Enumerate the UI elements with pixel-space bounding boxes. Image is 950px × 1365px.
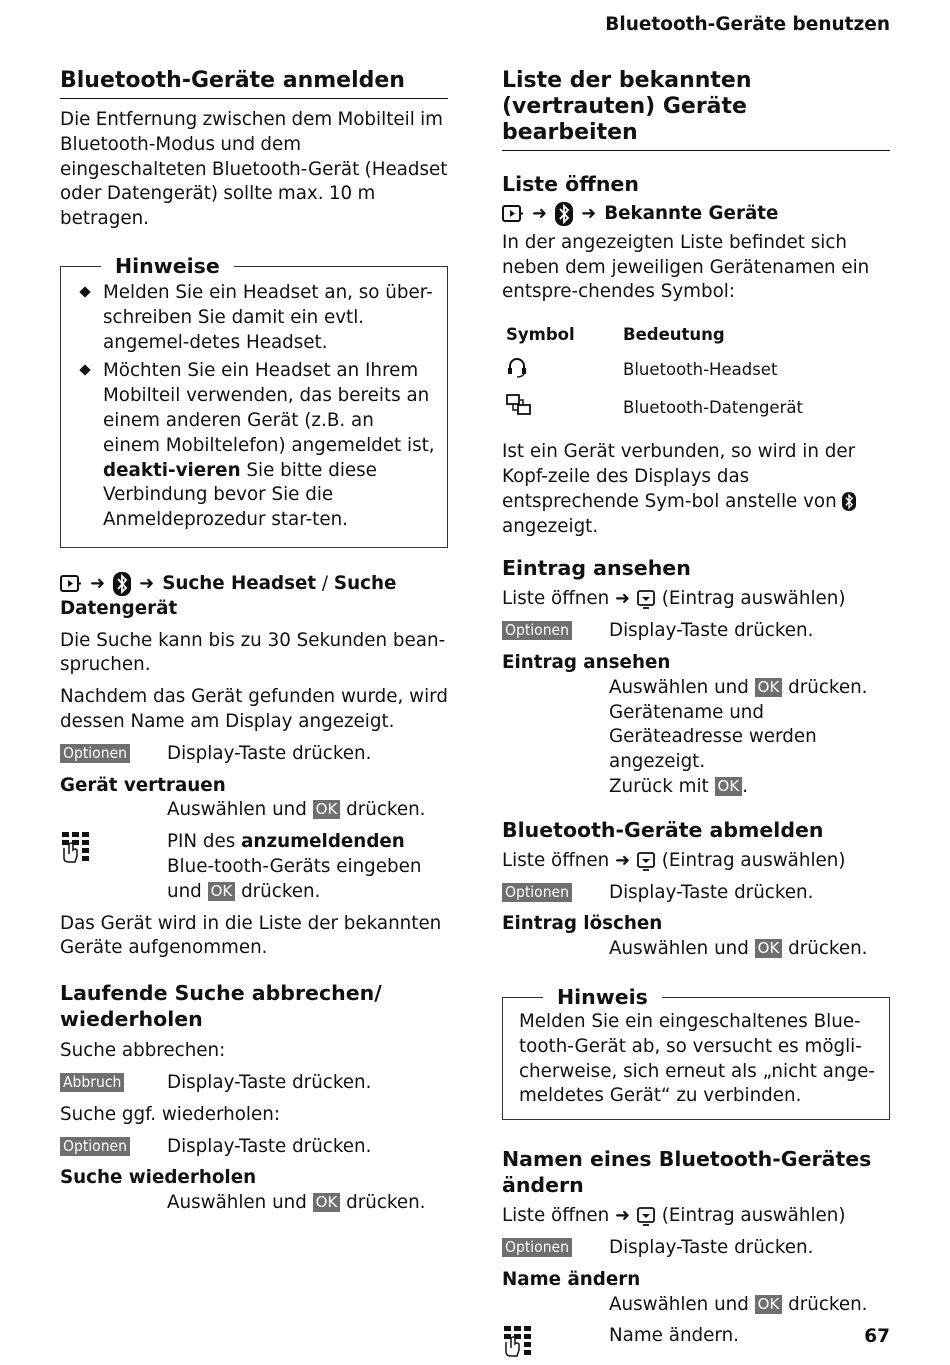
ok-key[interactable]: OK (313, 800, 341, 819)
section-title-register: Bluetooth-Geräte anmelden (60, 68, 448, 99)
menu-item-known-devices[interactable]: Bekannte Geräte (604, 203, 779, 224)
step-text (60, 798, 448, 823)
subsection-title-unregister: Bluetooth-Geräte abmelden (502, 817, 824, 842)
options-softkey[interactable]: Optionen (60, 1137, 130, 1156)
arrow-icon: ➜ (139, 572, 155, 594)
ok-key[interactable]: OK (715, 777, 743, 796)
menu-item-repeat-search[interactable]: Suche wiederholen (60, 1167, 257, 1189)
section-title-cancel: Laufende Suche abbrechen/ wiederholen (60, 981, 382, 1032)
menu-item-view-entry[interactable]: Eintrag ansehen (502, 651, 671, 673)
rename-row (502, 1324, 890, 1365)
hint-item-text: Möchten Sie ein Headset an Ihrem Mobilteil verwenden, das bereits an einem anderen Gerät (z.B. an einem Mobiltelefon) angemeldet ist, (103, 360, 435, 456)
running-title: Bluetooth-Geräte benutzen (605, 14, 890, 35)
section-title-known-devices: Liste der bekannten (vertrauten) Geräte bearbeiten (502, 68, 890, 151)
step-text: Display-Taste drücken. (167, 742, 372, 764)
search-duration-text: Die Suche kann bis zu 30 Sekunden bean-spruchen. (60, 629, 446, 676)
subsection-title-view-entry: Eintrag ansehen (502, 556, 691, 581)
hint-item (77, 359, 435, 533)
table-header: Symbol (506, 325, 575, 345)
subsection-title-open-list: Liste öffnen (502, 172, 639, 196)
abort-softkey[interactable]: Abbruch (60, 1073, 124, 1092)
step-row (502, 881, 890, 906)
step-row (502, 1236, 890, 1261)
hint-item (77, 281, 435, 355)
intro-paragraph: Die Entfernung zwischen dem Mobilteil im Bluetooth-Modus und dem eingeschalteten Bluetooth-Gerät (Headset oder Datengerät) sollte max. 10 m betragen. (60, 109, 448, 230)
subsection-title-rename: Namen eines Bluetooth-Gerätes ändern (502, 1147, 872, 1198)
ok-key[interactable]: OK (755, 678, 783, 697)
step-row (502, 619, 890, 644)
arrow-icon: ➜ (532, 203, 548, 224)
menu-item-data-device[interactable]: Datengerät (60, 597, 178, 619)
step-text: Auswählen und OK drücken. (609, 938, 868, 960)
ok-key[interactable]: OK (313, 1193, 341, 1212)
table-cell: Bluetooth-Headset (623, 359, 778, 379)
nav-key-icon (636, 1206, 656, 1226)
bluetooth-icon (555, 202, 573, 226)
step-text-part: Auswählen und (167, 799, 307, 821)
hint-list (77, 281, 435, 533)
options-softkey[interactable]: Optionen (502, 883, 572, 902)
hint-title: Hinweise (101, 253, 234, 279)
step-row (60, 1135, 448, 1160)
nav-path (502, 202, 890, 227)
menu-item-trust-device[interactable]: Gerät vertrauen (60, 774, 226, 796)
open-list-text: In der angezeigten Liste befindet sich neben dem jeweiligen Gerätenamen ein entspre-chendes Symbol: (502, 231, 870, 303)
step-text: Display-Taste drücken. (609, 1236, 814, 1258)
hint-title: Hinweis (543, 984, 662, 1010)
menu-item-search-headset[interactable]: Suche Headset (162, 572, 317, 594)
step-text: Auswählen und OK drücken. (609, 676, 868, 698)
step-text: Display-Taste drücken. (609, 881, 814, 903)
page-number: 67 (864, 1326, 890, 1347)
step-text: Display-Taste drücken. (167, 1071, 372, 1093)
keypad-icon (502, 1324, 536, 1358)
nav-key-icon (636, 851, 656, 871)
cancel-text: Suche abbrechen: (60, 1040, 226, 1062)
step-row (60, 1071, 448, 1096)
keypad-icon (60, 830, 94, 864)
list-open-step: Liste öffnen ➜ (Eintrag auswählen) (502, 849, 846, 871)
options-softkey[interactable]: Optionen (60, 744, 130, 763)
table-row (502, 388, 807, 426)
table-header: Bedeutung (623, 325, 725, 345)
step-text: Display-Taste drücken. (609, 620, 814, 642)
list-open-step: Liste öffnen ➜ (Eintrag auswählen) (502, 588, 846, 610)
connected-text: Ist ein Gerät verbunden, so wird in der Kopf-zeile des Displays das entsprechende Sym-bol anstelle von angezeigt. (502, 441, 856, 537)
found-text: Nachdem das Gerät gefunden wurde, wird dessen Name am Display angezeigt. (60, 686, 448, 732)
symbol-table (502, 319, 807, 426)
arrow-icon: ➜ (581, 203, 597, 224)
bluetooth-icon (113, 572, 131, 596)
ok-key[interactable]: OK (755, 1295, 783, 1314)
step-text: Display-Taste drücken. (167, 1135, 372, 1157)
step-text: Name ändern. (609, 1325, 739, 1347)
arrow-icon: ➜ (90, 572, 106, 594)
menu-item-search-data[interactable]: Suche (333, 572, 397, 594)
pin-row (60, 830, 448, 904)
hint-box (60, 253, 448, 548)
left-column (60, 68, 448, 1216)
menu-item-delete-entry[interactable]: Eintrag löschen (502, 913, 663, 935)
table-row (502, 350, 807, 388)
menu-item-rename[interactable]: Name ändern (502, 1268, 641, 1290)
right-column (502, 68, 890, 1365)
hint-box (502, 984, 890, 1120)
step-row (60, 742, 448, 767)
step-text: Zurück mit OK . (609, 775, 748, 797)
bluetooth-icon (842, 492, 856, 511)
headset-icon (506, 356, 528, 378)
list-open-step: Liste öffnen ➜ (Eintrag auswählen) (502, 1205, 846, 1227)
pin-text: PIN des anzumeldenden Blue-tooth-Geräts eingeben und OK drücken. (167, 831, 422, 902)
step-text: Auswählen und OK drücken. (167, 1192, 426, 1214)
added-text: Das Gerät wird in die Liste der bekannten Geräte aufgenommen. (60, 912, 442, 959)
step-text: Gerätename und Geräteadresse werden angezeigt. (609, 701, 817, 773)
menu-key-icon (60, 574, 82, 594)
ok-key[interactable]: OK (208, 882, 236, 901)
hint-item-text: Sie bitte diese Verbindung bevor Sie die Anmeldeprozedur star-ten. (103, 459, 377, 531)
ok-key[interactable]: OK (755, 939, 783, 958)
data-device-icon (506, 394, 532, 416)
hint-item-text: Melden Sie ein Headset an, so über-schreiben Sie damit ein evtl. angemel-detes Headset. (103, 281, 433, 353)
step-text-part: drücken. (346, 799, 426, 821)
hint-text: Melden Sie ein eingeschaltenes Blue-tooth-Gerät ab, so versucht es mögli-cherweise, sich erneut als „nicht ange-meldetes Gerät“ zu verbinden. (519, 1010, 875, 1107)
repeat-text: Suche ggf. wiederholen: (60, 1103, 280, 1125)
nav-key-icon (636, 589, 656, 609)
step-text: Auswählen und OK drücken. (609, 1293, 868, 1315)
menu-key-icon (502, 204, 524, 224)
separator: / (316, 572, 334, 594)
nav-path (60, 572, 448, 622)
options-softkey[interactable]: Optionen (502, 1238, 572, 1257)
table-cell: Bluetooth-Datengerät (623, 397, 803, 417)
hint-emphasis: deakti-vieren (103, 459, 241, 481)
options-softkey[interactable]: Optionen (502, 621, 572, 640)
